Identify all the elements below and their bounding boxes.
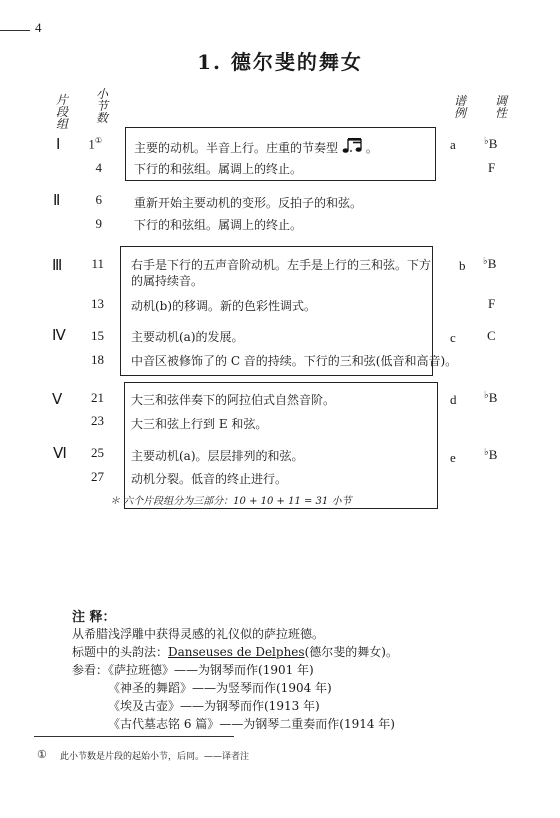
group-roman: Ⅱ xyxy=(53,193,61,209)
bar-number: 6 xyxy=(95,192,102,207)
header-example: 谱例 xyxy=(453,94,466,120)
description: 动机(b)的移调。新的色彩性调式。 xyxy=(131,299,317,313)
bar-number: 21 xyxy=(91,390,104,405)
footnote-mark: ① xyxy=(37,748,47,761)
key-label: ♭B xyxy=(484,447,498,462)
page-title: 1. 德尔斐的舞女 xyxy=(197,50,363,74)
group-roman: Ⅲ xyxy=(52,258,63,274)
note-reference: 《神圣的舞蹈》——为竖琴而作(1904 年) xyxy=(108,681,332,695)
note-reference: 《古代墓志铭 6 篇》——为钢琴二重奏而作(1914 年) xyxy=(108,717,395,731)
bar-number: 25 xyxy=(91,445,104,460)
description-continued: 的属持续音。 xyxy=(131,274,204,288)
description: 动机分裂。低音的终止进行。 xyxy=(131,472,288,486)
description: 下行的和弦组。属调上的终止。 xyxy=(134,218,303,232)
description: 大三和弦伴奏下的阿拉伯式自然音阶。 xyxy=(131,393,336,407)
bar-number: 15 xyxy=(91,328,104,343)
description: 主要动机(a)。层层排列的和弦。 xyxy=(131,449,304,463)
bar-number: 18 xyxy=(91,352,104,367)
group-roman: Ⅰ xyxy=(56,137,61,153)
notes-title: 注 释： xyxy=(72,610,116,625)
bar-number: 1① xyxy=(88,136,102,152)
footnote-rule xyxy=(34,736,234,737)
header-bar-number: 小节数 xyxy=(95,87,108,125)
description: 主要动机(a)的发展。 xyxy=(131,330,244,344)
example-label: d xyxy=(450,392,457,407)
key-label: ♭B xyxy=(484,390,498,405)
example-label: e xyxy=(450,450,456,465)
description: 中音区被修饰了的 C 音的持续。下行的三和弦(低音和高音)。 xyxy=(131,354,458,368)
note-line: 参看：《萨拉班德》——为钢琴而作(1901 年) xyxy=(72,663,314,677)
example-label: a xyxy=(450,137,456,152)
note-line: 标题中的头韵法：Danseuses de Delphes(德尔斐的舞女)。 xyxy=(72,645,398,659)
group-roman: Ⅳ xyxy=(52,328,66,344)
bar-number: 23 xyxy=(91,413,104,428)
description: 大三和弦上行到 E 和弦。 xyxy=(131,417,268,431)
note-reference: 《埃及古壶》——为钢琴而作(1913 年) xyxy=(108,699,320,713)
group-roman: Ⅴ xyxy=(52,392,63,408)
key-label: ♭B xyxy=(483,256,497,271)
footnote-text: 此小节数是片段的起始小节，后同。——译者注 xyxy=(60,752,250,762)
description: 重新开始主要动机的变形。反拍子的和弦。 xyxy=(134,196,363,210)
bar-number: 9 xyxy=(95,216,102,231)
bar-number: 11 xyxy=(91,256,104,271)
header-group: 片段组 xyxy=(55,93,68,131)
example-label: b xyxy=(459,258,466,273)
group-roman: Ⅵ xyxy=(53,446,67,462)
page-number: 4 xyxy=(35,20,42,35)
bar-number: 13 xyxy=(91,296,104,311)
bar-number: 27 xyxy=(91,469,104,484)
bar-number: 4 xyxy=(95,160,102,175)
key-label: ♭B xyxy=(484,136,498,151)
key-label: F xyxy=(488,160,496,175)
header-key: 调性 xyxy=(494,94,507,120)
description: 右手是下行的五声音阶动机。左手是上行的三和弦。下方 xyxy=(131,258,432,272)
rhythm-note-icon xyxy=(342,137,366,155)
example-label: c xyxy=(450,330,456,345)
description: 主要的动机。半音上行。庄重的节奏型 。 xyxy=(134,137,378,156)
description: 下行的和弦组。属调上的终止。 xyxy=(134,162,303,176)
note-line: 从希腊浅浮雕中获得灵感的礼仪似的萨拉班德。 xyxy=(72,627,325,641)
key-label: C xyxy=(487,328,496,343)
page-number-rule xyxy=(0,30,30,31)
section-summary: ＊ 六个片段组分为三部分：10 + 10 + 11 = 31 小节 xyxy=(110,496,352,507)
key-label: F xyxy=(488,296,496,311)
